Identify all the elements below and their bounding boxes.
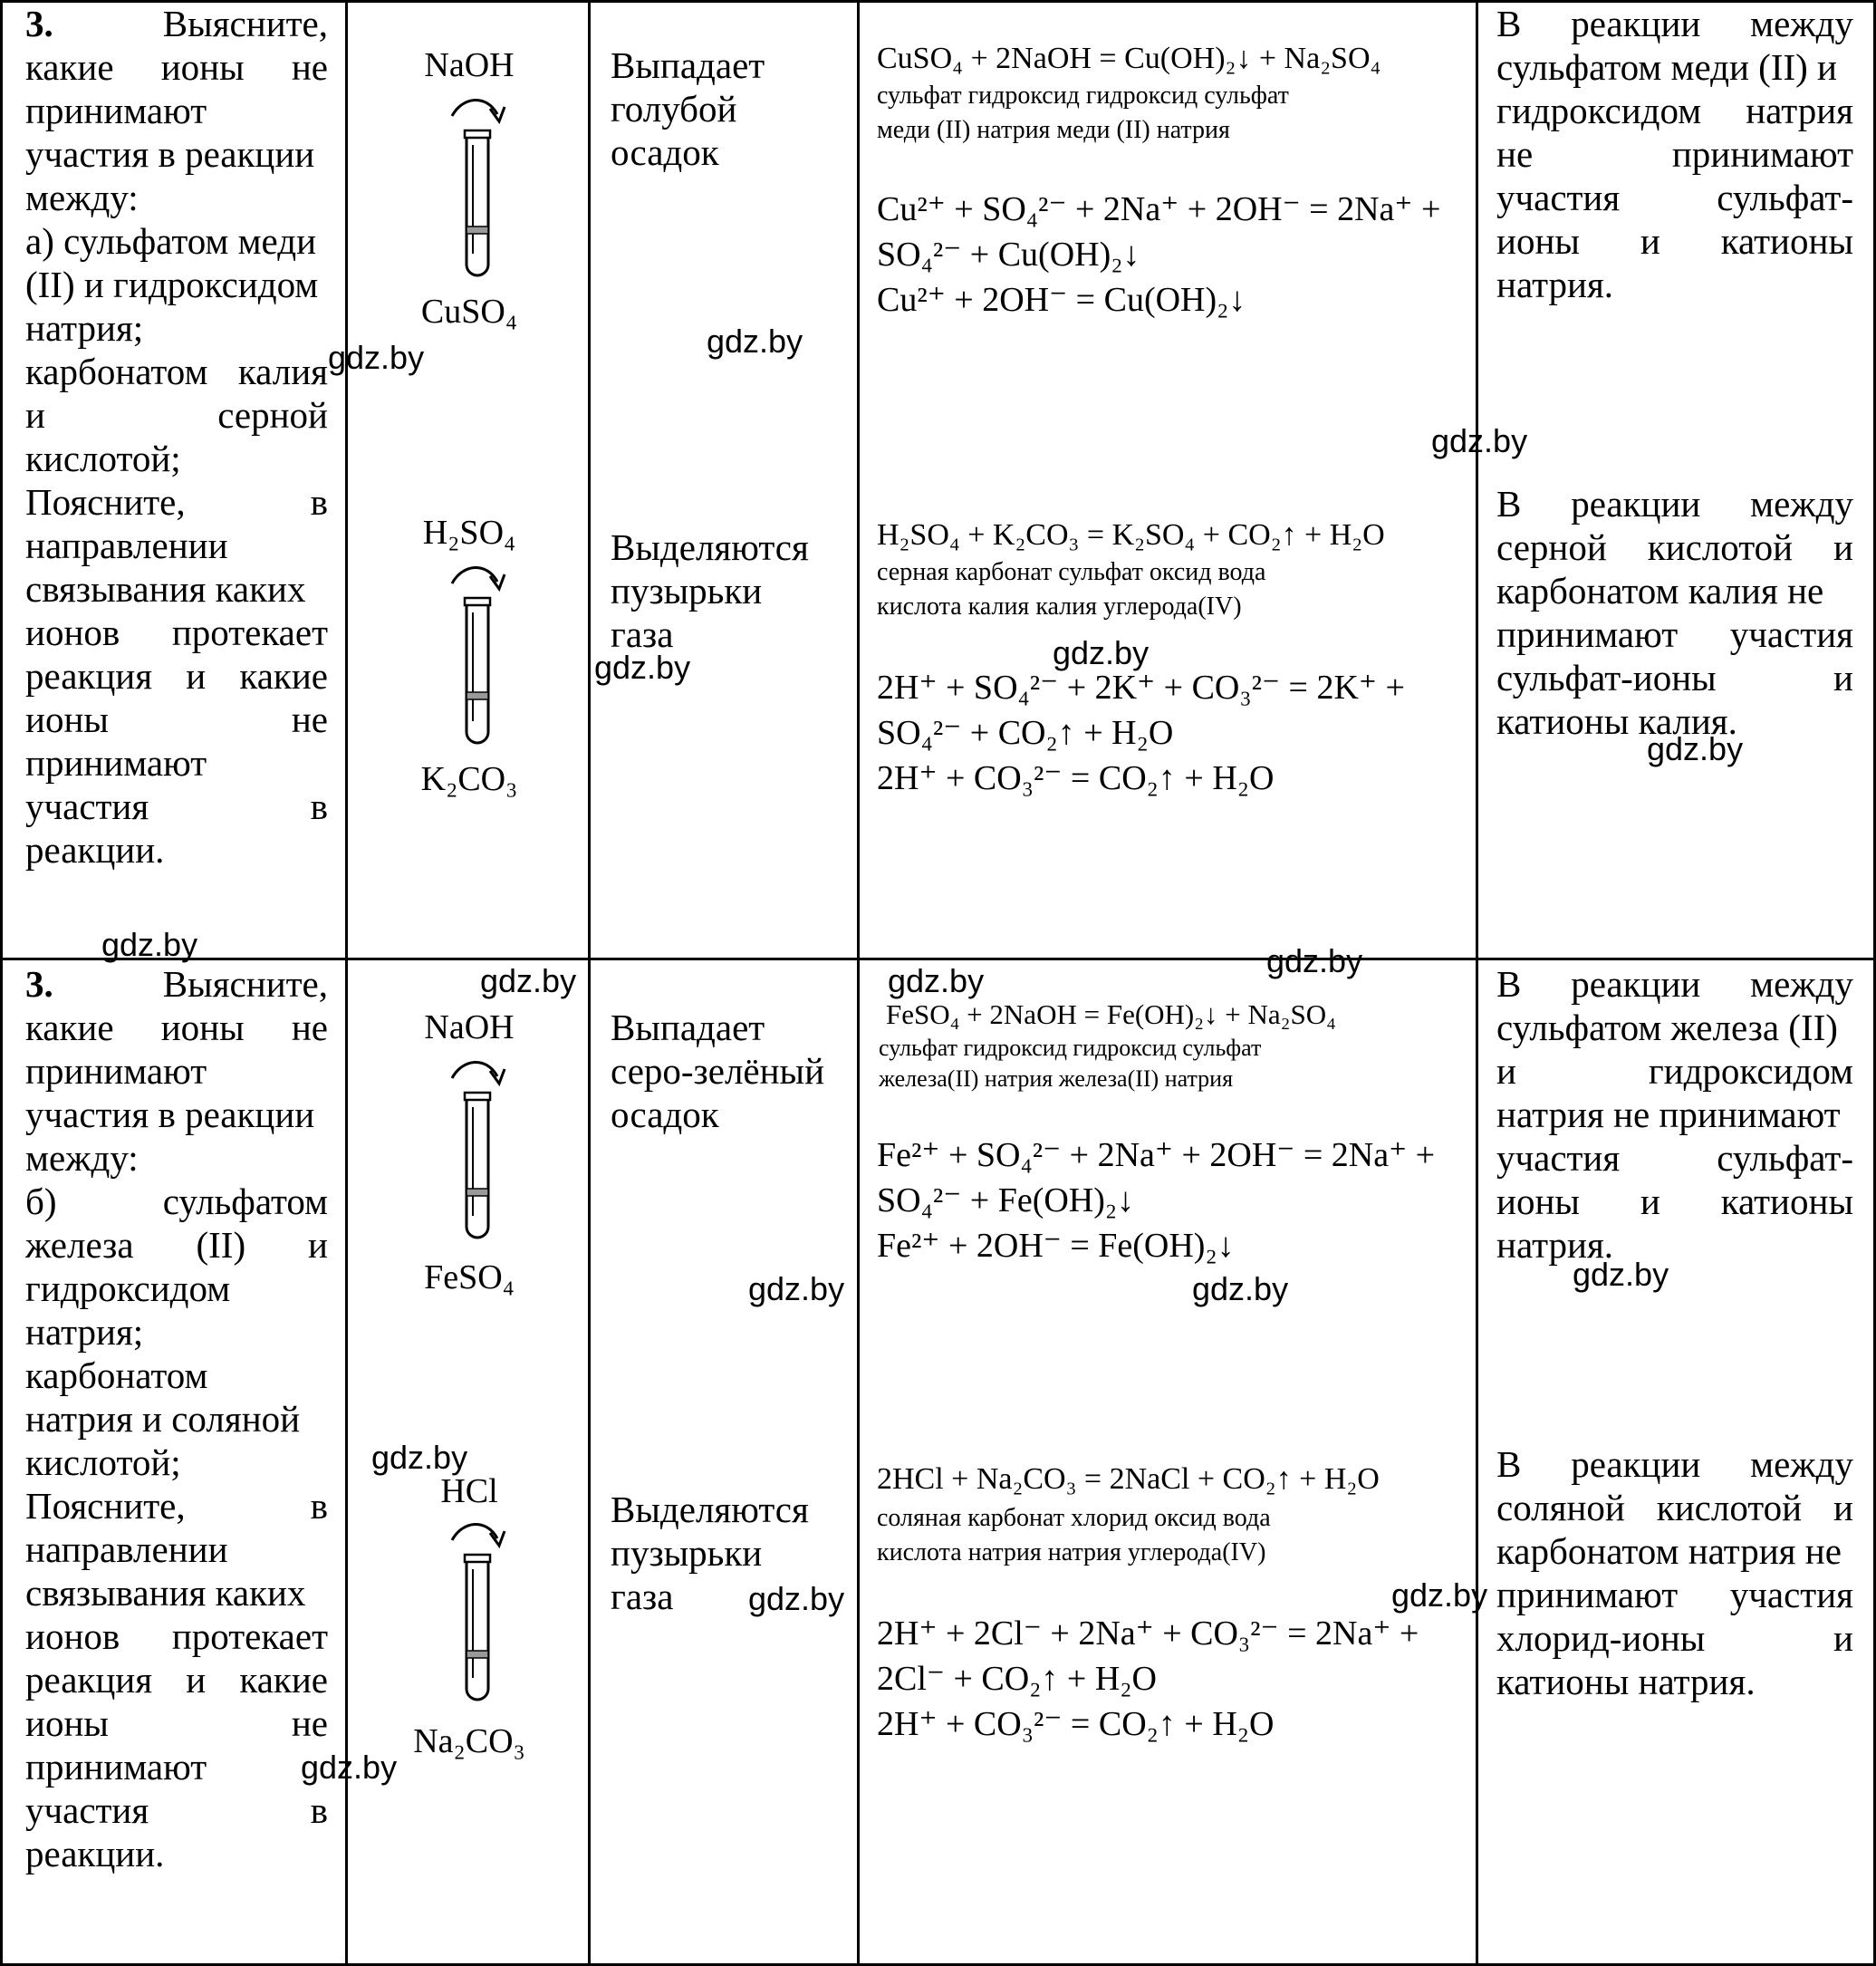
text-line: [25, 1832, 328, 1875]
reagent-h2so4-label: H₂SO₄: [422, 514, 516, 552]
word: кислотой: [1647, 526, 1794, 568]
table-row-divider: [0, 958, 1876, 960]
text-line: [25, 1093, 328, 1136]
text-line: [25, 1528, 328, 1571]
watermark: gdz.by: [1266, 942, 1363, 979]
word: между: [1750, 1443, 1853, 1485]
word: реакции: [1571, 483, 1701, 525]
word: в: [310, 1789, 328, 1831]
text-line: [25, 219, 328, 263]
watermark: gdz.by: [371, 1439, 468, 1476]
text-line: [1496, 569, 1853, 612]
word: сульфат-: [1717, 1137, 1853, 1179]
row1-exp1-short-ionic: Cu²⁺ + 2OH⁻ = Cu(OH)₂↓: [877, 281, 1246, 319]
column-divider-1: [345, 0, 348, 1966]
row1-exp2-molecular-equation: H₂SO₄ + K₂CO₃ = K₂SO₄ + CO₂↑ + H₂O: [877, 518, 1385, 552]
row1-exp2-conclusion: [1496, 482, 1853, 743]
text-line: [25, 785, 328, 828]
word: карбонатом: [25, 1354, 208, 1396]
word: какие: [25, 46, 114, 88]
test-tube-icon: [439, 1515, 512, 1723]
row1-question: [25, 2, 328, 872]
word: и: [308, 1224, 328, 1266]
word: участия в реакции: [25, 133, 315, 175]
word: натрия.: [1496, 1224, 1614, 1266]
row1-exp1-molecular-equation: CuSO₄ + 2NaOH = Cu(OH)₂↓ + Na₂SO₄: [877, 42, 1381, 75]
row2-exp1-names-line1: сульфат гидроксид гидроксид сульфат: [879, 1035, 1262, 1061]
row2-exp1-short-ionic: Fe²⁺ + 2OH⁻ = Fe(OH)₂↓: [877, 1227, 1235, 1265]
word: и: [1833, 1487, 1853, 1528]
reagent-hcl-label: HCl: [440, 1472, 498, 1510]
row2-exp2-names-line2: кислота натрия натрия углерода(IV): [877, 1538, 1266, 1566]
row2-exp2-short-ionic: 2H⁺ + CO₃²⁻ = CO₂↑ + H₂O: [877, 1705, 1275, 1743]
row1-exp1-observation: Выпадает голубой осадок: [611, 44, 765, 173]
word: б): [25, 1181, 57, 1222]
reagent-naoh-label: NaOH: [424, 1008, 515, 1046]
text-line: [1496, 1486, 1853, 1529]
word: сульфатом железа (II): [1496, 1007, 1838, 1048]
word: принимают: [25, 1746, 207, 1788]
word: участия: [1729, 1574, 1853, 1615]
text-line: [1496, 1442, 1853, 1486]
word: и: [1496, 1050, 1516, 1092]
word: принимают: [1496, 1574, 1679, 1615]
word: связывания каких: [25, 568, 306, 610]
word: реакция: [25, 1659, 153, 1701]
word: ионы: [160, 46, 245, 88]
text-line: [25, 350, 328, 393]
row2-exp2-names-line1: соляная карбонат хлорид оксид вода: [877, 1504, 1271, 1532]
word: направлении: [25, 525, 228, 566]
text-line: [25, 1441, 328, 1484]
text-line: [25, 611, 328, 654]
word: натрия и соляной: [25, 1398, 301, 1440]
text-line: [25, 263, 328, 306]
word: не: [1496, 133, 1534, 175]
watermark: gdz.by: [1053, 634, 1150, 671]
watermark: gdz.by: [1431, 422, 1528, 459]
text-line: [25, 1223, 328, 1267]
text-line: [1496, 1660, 1853, 1703]
text-line: [25, 524, 328, 567]
word: ионы: [25, 1702, 109, 1744]
test-tube-icon: [439, 91, 512, 299]
word: В: [1496, 963, 1522, 1005]
watermark: gdz.by: [101, 926, 198, 963]
text-line: [25, 1267, 328, 1310]
text-line: [1496, 1223, 1853, 1267]
word: и: [186, 655, 207, 697]
word: ионов: [25, 1615, 120, 1657]
text-line: [25, 828, 328, 872]
text-line: [1496, 1573, 1853, 1616]
row2-exp2-conclusion: [1496, 1442, 1853, 1703]
text-line: [25, 89, 328, 132]
watermark: gdz.by: [1391, 1576, 1488, 1614]
word: калия: [237, 351, 328, 392]
row1-exp2-observation: Выделяются пузырьки газа: [611, 526, 809, 655]
word: в: [310, 481, 328, 523]
watermark: gdz.by: [594, 649, 691, 686]
word: между:: [25, 1137, 139, 1179]
word: принимают: [1671, 133, 1853, 175]
row1-exp2-names-line2: кислота калия калия углерода(IV): [877, 593, 1242, 621]
text-line: [25, 45, 328, 89]
word: участия: [25, 785, 149, 827]
word: натрия: [1746, 90, 1853, 131]
text-line: [1496, 45, 1853, 89]
test-tube-icon: [439, 1053, 512, 1261]
word: протекает: [171, 612, 328, 653]
word: не: [291, 46, 328, 88]
row2-exp1-full-ionic-1: Fe²⁺ + SO₄²⁻ + 2Na⁺ + 2OH⁻ = 2Na⁺ +: [877, 1136, 1436, 1174]
column-divider-4: [1476, 0, 1478, 1966]
reagent-naoh-label: NaOH: [424, 46, 515, 84]
word: гидроксидом: [1648, 1050, 1853, 1092]
word: и: [1833, 1617, 1853, 1659]
word: сульфат-: [1717, 177, 1853, 218]
text-line: [1496, 1093, 1853, 1136]
text-line: [1496, 962, 1853, 1006]
word: и: [1640, 220, 1660, 262]
word: серной: [1496, 526, 1607, 568]
row1-exp2-full-ionic-1: 2H⁺ + SO₄²⁻ + 2K⁺ + CO₃²⁻ = 2K⁺ +: [877, 669, 1405, 707]
row2-exp1-names-line2: железа(II) натрия железа(II) натрия: [879, 1065, 1234, 1092]
word: Поясните,: [25, 481, 186, 523]
text-line: [25, 1614, 328, 1658]
text-line: [25, 567, 328, 611]
row2-exp2-molecular-equation: 2HCl + Na₂CO₃ = 2NaCl + CO₂↑ + H₂O: [877, 1462, 1380, 1496]
word: (II) и гидроксидом: [25, 264, 319, 305]
word: и: [25, 394, 45, 436]
text-line: [1496, 89, 1853, 132]
row2-exp2-full-ionic-1: 2H⁺ + 2Cl⁻ + 2Na⁺ + CO₃²⁻ = 2Na⁺ +: [877, 1614, 1419, 1653]
row2-exp1-full-ionic-2: SO₄²⁻ + Fe(OH)₂↓: [877, 1181, 1135, 1219]
word: и: [1833, 657, 1853, 699]
word: сульфатом меди (II) и: [1496, 46, 1837, 88]
watermark: gdz.by: [480, 962, 577, 999]
reagent-cuso4-label: CuSO₄: [420, 293, 518, 331]
row2-question: [25, 962, 328, 1875]
row1-exp1-names-line1: сульфат гидроксид гидроксид сульфат: [877, 82, 1289, 110]
watermark: gdz.by: [1647, 730, 1744, 767]
text-line: [25, 1310, 328, 1354]
word: ионы: [1496, 220, 1580, 262]
reagent-na2co3-label: Na₂CO₃: [413, 1722, 525, 1760]
watermark: gdz.by: [748, 1580, 845, 1617]
text-line: [1496, 2, 1853, 45]
word: принимают: [25, 90, 207, 131]
word: реакции.: [25, 1833, 165, 1874]
text-line: [25, 1006, 328, 1049]
word: кислотой;: [25, 438, 181, 479]
word: не: [291, 1702, 328, 1744]
text-line: [25, 132, 328, 176]
watermark: gdz.by: [748, 1270, 845, 1307]
column-divider-2: [588, 0, 591, 1966]
word: железа: [25, 1224, 134, 1266]
row1-exp1-conclusion: [1496, 2, 1853, 306]
word: между: [1750, 963, 1853, 1005]
text-line: [1496, 1006, 1853, 1049]
word: катионы: [1720, 1181, 1853, 1222]
word: в: [310, 1485, 328, 1527]
text-line: [25, 1397, 328, 1441]
text-line: [25, 741, 328, 785]
word: и: [1833, 526, 1853, 568]
word: гидроксидом: [25, 1267, 231, 1309]
text-line: [25, 654, 328, 698]
word: участия: [1496, 177, 1621, 218]
word: между: [1750, 3, 1853, 44]
word: сульфатом: [162, 1181, 328, 1222]
word: сульфат-ионы: [1496, 657, 1717, 699]
text-line: [25, 1049, 328, 1093]
text-line: [1496, 1049, 1853, 1093]
word: натрия.: [1496, 264, 1614, 305]
question-number: 3.: [25, 963, 53, 1005]
column-divider-3: [857, 0, 860, 1966]
row2-exp2-full-ionic-2: 2Cl⁻ + CO₂↑ + H₂O: [877, 1660, 1157, 1698]
reagent-feso4-label: FeSO₄: [424, 1258, 515, 1296]
text-line: [1496, 132, 1853, 176]
word: реакции: [1571, 3, 1701, 44]
text-line: [1496, 176, 1853, 219]
word: ионы: [1496, 1181, 1580, 1222]
text-line: [25, 480, 328, 524]
watermark: gdz.by: [707, 323, 803, 360]
word: и: [186, 1659, 207, 1701]
word: Выясните,: [162, 3, 328, 44]
row2-exp1-observation: Выпадает серо-зелёный осадок: [611, 1007, 825, 1135]
text-line: [1496, 482, 1853, 525]
text-line: [1496, 219, 1853, 263]
word: кислотой;: [25, 1441, 181, 1483]
word: В: [1496, 1443, 1522, 1485]
text-line: [25, 1484, 328, 1528]
row2-exp1-molecular-equation: FeSO₄ + 2NaOH = Fe(OH)₂↓ + Na₂SO₄: [886, 998, 1336, 1030]
word: катионы натрия.: [1496, 1661, 1756, 1702]
word: участия в реакции: [25, 1094, 315, 1135]
word: реакции: [1571, 963, 1701, 1005]
word: катионы калия.: [1496, 700, 1737, 742]
word: принимают: [25, 1050, 207, 1092]
word: какие: [239, 1659, 328, 1701]
word: реакции.: [25, 829, 165, 871]
text-line: [1496, 1136, 1853, 1180]
text-line: [25, 176, 328, 219]
watermark: gdz.by: [1573, 1256, 1669, 1293]
word: В: [1496, 3, 1522, 44]
word: принимают: [1496, 613, 1679, 655]
text-line: [1496, 525, 1853, 569]
text-line: [25, 1180, 328, 1223]
row1-exp1-names-line2: меди (II) натрия меди (II) натрия: [877, 116, 1230, 144]
word: между: [1750, 483, 1853, 525]
word: протекает: [171, 1615, 328, 1657]
word: и: [1640, 1181, 1660, 1222]
text-line: [25, 393, 328, 437]
word: ионов: [25, 612, 120, 653]
text-line: [1496, 612, 1853, 656]
word: участия: [1729, 613, 1853, 655]
text-line: [1496, 1180, 1853, 1223]
row1-exp1-full-ionic-1: Cu²⁺ + SO₄²⁻ + 2Na⁺ + 2OH⁻ = 2Na⁺ +: [877, 190, 1441, 228]
row1-exp1-full-ionic-2: SO₄²⁻ + Cu(OH)₂↓: [877, 236, 1140, 274]
row1-exp2-full-ionic-2: SO₄²⁻ + CO₂↑ + H₂O: [877, 714, 1174, 752]
word: какие: [239, 655, 328, 697]
question-number: 3.: [25, 3, 53, 44]
word: участия: [25, 1789, 149, 1831]
row2-exp1-conclusion: [1496, 962, 1853, 1267]
word: не: [291, 1007, 328, 1048]
word: какие: [25, 1007, 114, 1048]
word: реакции: [1571, 1443, 1701, 1485]
word: карбонатом натрия не: [1496, 1530, 1842, 1572]
word: карбонатом: [25, 351, 208, 392]
watermark: gdz.by: [1192, 1270, 1289, 1307]
text-line: [25, 962, 328, 1006]
word: направлении: [25, 1528, 228, 1570]
word: (II): [196, 1224, 246, 1266]
word: связывания каких: [25, 1572, 306, 1614]
reagent-k2co3-label: K₂CO₃: [420, 760, 518, 798]
text-line: [25, 1571, 328, 1614]
word: реакция: [25, 655, 153, 697]
word: принимают: [25, 742, 207, 784]
text-line: [1496, 1616, 1853, 1660]
word: в: [310, 785, 328, 827]
word: между:: [25, 177, 139, 218]
word: гидроксидом: [1496, 90, 1702, 131]
row1-exp2-names-line1: серная карбонат сульфат оксид вода: [877, 558, 1266, 586]
word: Поясните,: [25, 1485, 186, 1527]
text-line: [25, 1658, 328, 1701]
word: карбонатом калия не: [1496, 570, 1824, 612]
word: ионы: [160, 1007, 245, 1048]
word: кислотой: [1656, 1487, 1803, 1528]
text-line: [1496, 263, 1853, 306]
text-line: [1496, 1529, 1853, 1573]
watermark: gdz.by: [301, 1749, 398, 1786]
watermark: gdz.by: [888, 962, 985, 999]
table-border-left: [0, 0, 3, 1966]
word: катионы: [1720, 220, 1853, 262]
word: натрия;: [25, 1311, 144, 1353]
text-line: [25, 698, 328, 741]
word: В: [1496, 483, 1522, 525]
word: Выясните,: [162, 963, 328, 1005]
text-line: [1496, 656, 1853, 699]
row2-exp2-observation: Выделяются пузырьки газа: [611, 1489, 809, 1617]
watermark: gdz.by: [328, 339, 425, 376]
test-tube-icon: [439, 558, 512, 766]
word: а) сульфатом меди: [25, 220, 317, 262]
word: натрия не принимают: [1496, 1094, 1841, 1135]
word: натрия;: [25, 307, 144, 349]
row1-exp2-short-ionic: 2H⁺ + CO₃²⁻ = CO₂↑ + H₂O: [877, 759, 1275, 797]
word: соляной: [1496, 1487, 1625, 1528]
text-line: [25, 1354, 328, 1397]
text-line: [25, 1136, 328, 1180]
text-line: [25, 306, 328, 350]
word: серной: [217, 394, 328, 436]
text-line: [25, 2, 328, 45]
text-line: [25, 1788, 328, 1832]
word: хлорид-ионы: [1496, 1617, 1706, 1659]
text-line: [25, 437, 328, 480]
word: ионы: [25, 699, 109, 740]
word: участия: [1496, 1137, 1621, 1179]
word: не: [291, 699, 328, 740]
text-line: [25, 1701, 328, 1745]
text-line: [25, 1745, 328, 1788]
